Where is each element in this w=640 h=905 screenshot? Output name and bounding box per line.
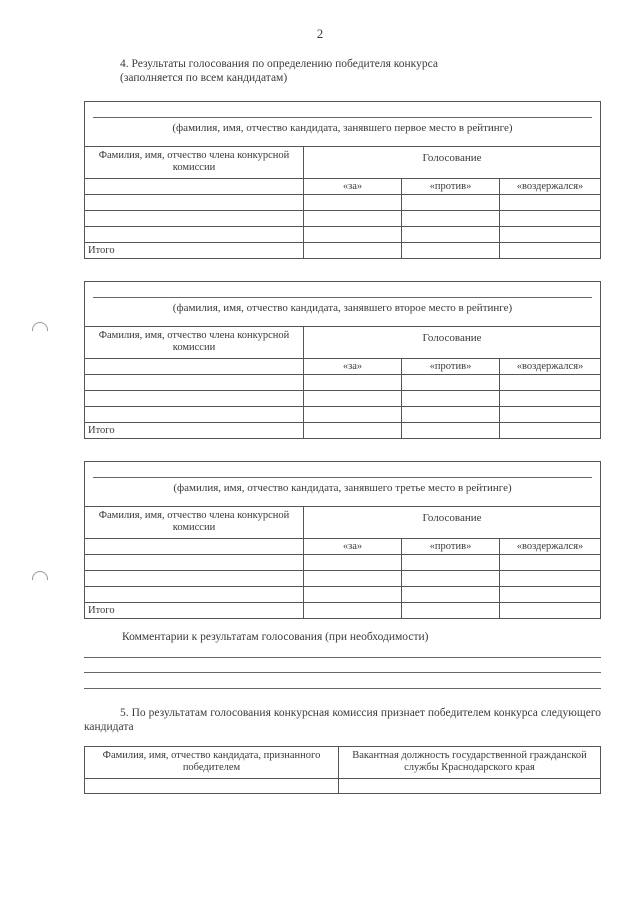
table-cell[interactable] [500, 211, 600, 226]
table-cell[interactable] [402, 555, 500, 570]
table-cell[interactable] [304, 243, 402, 258]
vacant-position-header: Вакантная должность государственной гражданской службы Краснодарского края [352, 750, 587, 773]
comment-line[interactable] [84, 657, 601, 658]
table-cell[interactable] [85, 391, 304, 406]
table-cell[interactable] [304, 407, 402, 422]
total-label: Итого [85, 423, 304, 438]
voting-table-third-place [84, 461, 601, 619]
table-row [85, 587, 600, 603]
table-cell[interactable] [500, 375, 600, 390]
column-for: «за» [304, 359, 402, 374]
table-cell[interactable] [304, 423, 402, 438]
candidate-caption: (фамилия, имя, отчество кандидата, занявшего второе место в рейтинге) [172, 302, 513, 314]
member-header: Фамилия, имя, отчество члена конкурсной комиссии [85, 507, 304, 538]
table-row [85, 195, 600, 211]
section-4-title-line2: (заполняется по всем кандидатам) [120, 72, 288, 84]
table-row [85, 227, 600, 243]
table-row [85, 211, 600, 227]
table-cell[interactable] [304, 211, 402, 226]
table-header [85, 507, 600, 539]
table-header [85, 147, 600, 179]
candidate-name-row [85, 462, 600, 507]
table-row [85, 555, 600, 571]
candidate-name-row [85, 102, 600, 147]
comment-line[interactable] [84, 688, 601, 689]
member-header: Фамилия, имя, отчество члена конкурсной комиссии [85, 327, 304, 358]
section-4-title [120, 57, 438, 85]
vote-columns-row [85, 539, 600, 555]
punch-hole-mark [32, 322, 48, 331]
table-cell[interactable] [85, 587, 304, 602]
table-cell[interactable] [304, 195, 402, 210]
table-cell[interactable] [85, 571, 304, 586]
table-cell[interactable] [500, 407, 600, 422]
table-cell[interactable] [402, 571, 500, 586]
table-cell[interactable] [85, 179, 304, 194]
table-cell[interactable] [402, 227, 500, 242]
candidate-name-line[interactable] [93, 477, 592, 478]
voting-header: Голосование [422, 512, 482, 524]
table-cell[interactable] [85, 375, 304, 390]
table-cell[interactable] [500, 423, 600, 438]
column-against: «против» [402, 179, 500, 194]
section-4-title-line1: 4. Результаты голосования по определению победителя конкурса [120, 58, 438, 70]
table-cell[interactable] [304, 587, 402, 602]
winner-name-header: Фамилия, имя, отчество кандидата, признанного победителем [85, 747, 339, 778]
table-cell[interactable] [304, 227, 402, 242]
table-cell[interactable] [500, 603, 600, 618]
table-cell[interactable] [402, 603, 500, 618]
table-cell[interactable] [304, 391, 402, 406]
table-cell[interactable] [402, 587, 500, 602]
table-cell[interactable] [500, 555, 600, 570]
winner-table-header [85, 747, 600, 779]
table-cell[interactable] [85, 227, 304, 242]
table-cell[interactable] [85, 211, 304, 226]
table-cell[interactable] [500, 391, 600, 406]
column-abstained: «воздержался» [516, 361, 584, 372]
table-cell[interactable] [85, 555, 304, 570]
column-against: «против» [402, 539, 500, 554]
voting-table-first-place [84, 101, 601, 259]
candidate-name-line[interactable] [93, 117, 592, 118]
vote-columns-row [85, 179, 600, 195]
table-row [85, 375, 600, 391]
winner-table [84, 746, 601, 794]
punch-hole-mark [32, 571, 48, 580]
column-abstained: «воздержался» [516, 541, 584, 552]
table-cell[interactable] [500, 227, 600, 242]
table-cell[interactable] [85, 539, 304, 554]
vote-columns-row [85, 359, 600, 375]
table-cell[interactable] [402, 211, 500, 226]
total-row [85, 423, 600, 438]
section-5-text [84, 706, 601, 734]
table-cell[interactable] [402, 407, 500, 422]
winner-table-row [85, 779, 600, 793]
comment-line[interactable] [84, 672, 601, 673]
candidate-caption: (фамилия, имя, отчество кандидата, занявшего первое место в рейтинге) [172, 122, 513, 134]
table-cell[interactable] [402, 195, 500, 210]
voting-table-second-place [84, 281, 601, 439]
table-cell[interactable] [402, 243, 500, 258]
candidate-name-line[interactable] [93, 297, 592, 298]
column-for: «за» [304, 179, 402, 194]
vacant-position-cell[interactable] [339, 779, 600, 793]
member-header: Фамилия, имя, отчество члена конкурсной комиссии [85, 147, 304, 178]
table-cell[interactable] [85, 407, 304, 422]
column-against: «против» [402, 359, 500, 374]
table-cell[interactable] [500, 587, 600, 602]
table-cell[interactable] [304, 375, 402, 390]
table-cell[interactable] [402, 391, 500, 406]
table-cell[interactable] [304, 571, 402, 586]
table-row [85, 407, 600, 423]
total-label: Итого [85, 243, 304, 258]
table-cell[interactable] [85, 359, 304, 374]
total-label: Итого [85, 603, 304, 618]
table-cell[interactable] [402, 423, 500, 438]
comments-label: Комментарии к результатам голосования (при необходимости) [122, 631, 429, 643]
table-row [85, 571, 600, 587]
total-row [85, 243, 600, 258]
candidate-name-row [85, 282, 600, 327]
winner-name-cell[interactable] [85, 779, 339, 793]
candidate-caption: (фамилия, имя, отчество кандидата, занявшего третье место в рейтинге) [173, 482, 512, 494]
table-cell[interactable] [402, 375, 500, 390]
table-header [85, 327, 600, 359]
table-cell[interactable] [500, 571, 600, 586]
voting-header: Голосование [422, 332, 482, 344]
table-cell[interactable] [500, 243, 600, 258]
section-5-text-content: 5. По результатам голосования конкурсная комиссия признает победителем конкурса следующего кандидата [84, 707, 601, 733]
total-row [85, 603, 600, 618]
table-cell[interactable] [304, 555, 402, 570]
column-for: «за» [304, 539, 402, 554]
column-abstained: «воздержался» [516, 181, 584, 192]
page-number: 2 [316, 26, 324, 41]
table-cell[interactable] [500, 195, 600, 210]
table-cell[interactable] [304, 603, 402, 618]
table-cell[interactable] [85, 195, 304, 210]
voting-header: Голосование [422, 152, 482, 164]
table-row [85, 391, 600, 407]
